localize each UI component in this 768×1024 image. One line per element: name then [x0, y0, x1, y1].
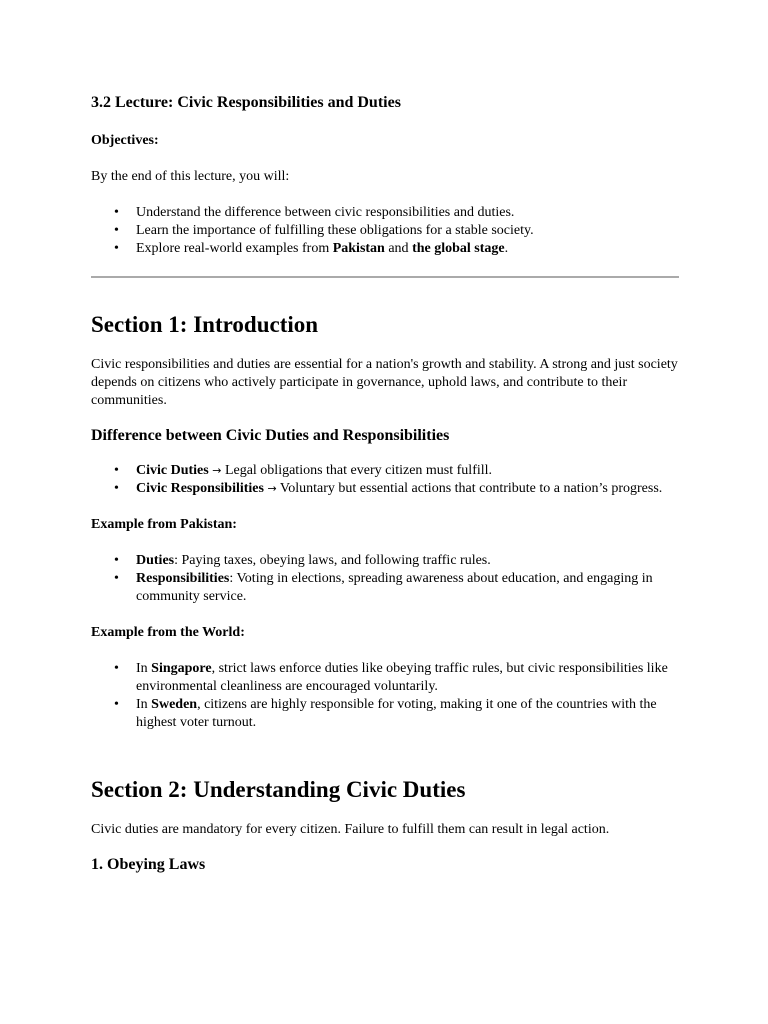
difference-term: Civic Responsibilities [136, 481, 264, 496]
objectives-intro: By the end of this lecture, you will: [91, 169, 290, 184]
world-prefix: In [136, 661, 152, 676]
section2-paragraph: Civic duties are mandatory for every citizen. Failure to fulfill them can result in legal action. [91, 822, 610, 837]
world-term: Sweden [151, 697, 198, 712]
difference-item [136, 480, 681, 498]
difference-text: Legal obligations that every citizen must fulfill. [221, 463, 493, 478]
world-text: , citizens are highly responsible for voting, making it one of the countries with the highest voter turnout. [136, 697, 657, 730]
section1-heading: Section 1: Introduction [91, 312, 319, 337]
objective-text-mid: and [384, 241, 413, 256]
pakistan-term: Duties [136, 553, 175, 568]
objectives-label: Objectives: [91, 133, 159, 148]
difference-heading: Difference between Civic Duties and Responsibilities [91, 427, 450, 444]
pakistan-text: : Voting in elections, spreading awareness about education, and engaging in community service. [136, 571, 653, 604]
pakistan-example-label: Example from Pakistan: [91, 517, 237, 532]
right-arrow-icon: → [212, 464, 222, 477]
world-text: , strict laws enforce duties like obeying traffic rules, but civic responsibilities like environmental cleanliness are encouraged voluntarily. [136, 661, 668, 694]
objective-item [136, 240, 681, 258]
objectives-list [91, 204, 681, 258]
objective-text: Learn the importance of fulfilling these obligations for a stable society. [136, 223, 534, 238]
world-term: Singapore [151, 661, 212, 676]
pakistan-term: Responsibilities [136, 571, 230, 586]
world-prefix: In [136, 697, 152, 712]
section2-heading: Section 2: Understanding Civic Duties [91, 777, 466, 802]
objective-text-suffix: . [504, 241, 509, 256]
pakistan-example-item [136, 552, 681, 570]
world-example-item [136, 696, 681, 732]
objective-bold-global: the global stage [412, 241, 505, 256]
pakistan-example-list [91, 552, 681, 606]
difference-text: Voluntary but essential actions that contribute to a nation’s progress. [276, 481, 663, 496]
document-content [91, 93, 681, 875]
objective-bold-pakistan: Pakistan [332, 241, 385, 256]
lecture-title: 3.2 Lecture: Civic Responsibilities and Duties [91, 94, 401, 111]
pakistan-example-item [136, 570, 681, 606]
section1-paragraph: Civic responsibilities and duties are essential for a nation's growth and stability. A strong and just society depends on citizens who actively participate in governance, uphold laws, and contribute to their communities. [91, 357, 678, 408]
difference-item [136, 462, 681, 480]
objective-item [136, 204, 681, 222]
pakistan-text: : Paying taxes, obeying laws, and following traffic rules. [174, 553, 491, 568]
objective-item [136, 222, 681, 240]
difference-term: Civic Duties [136, 463, 209, 478]
difference-list [91, 462, 681, 498]
world-example-list [91, 660, 681, 732]
world-example-item [136, 660, 681, 696]
objective-text-prefix: Explore real-world examples from [136, 241, 333, 256]
objective-text: Understand the difference between civic responsibilities and duties. [136, 205, 515, 220]
right-arrow-icon: → [267, 482, 277, 495]
obeying-laws-heading: 1. Obeying Laws [91, 856, 206, 873]
world-example-label: Example from the World: [91, 625, 245, 640]
